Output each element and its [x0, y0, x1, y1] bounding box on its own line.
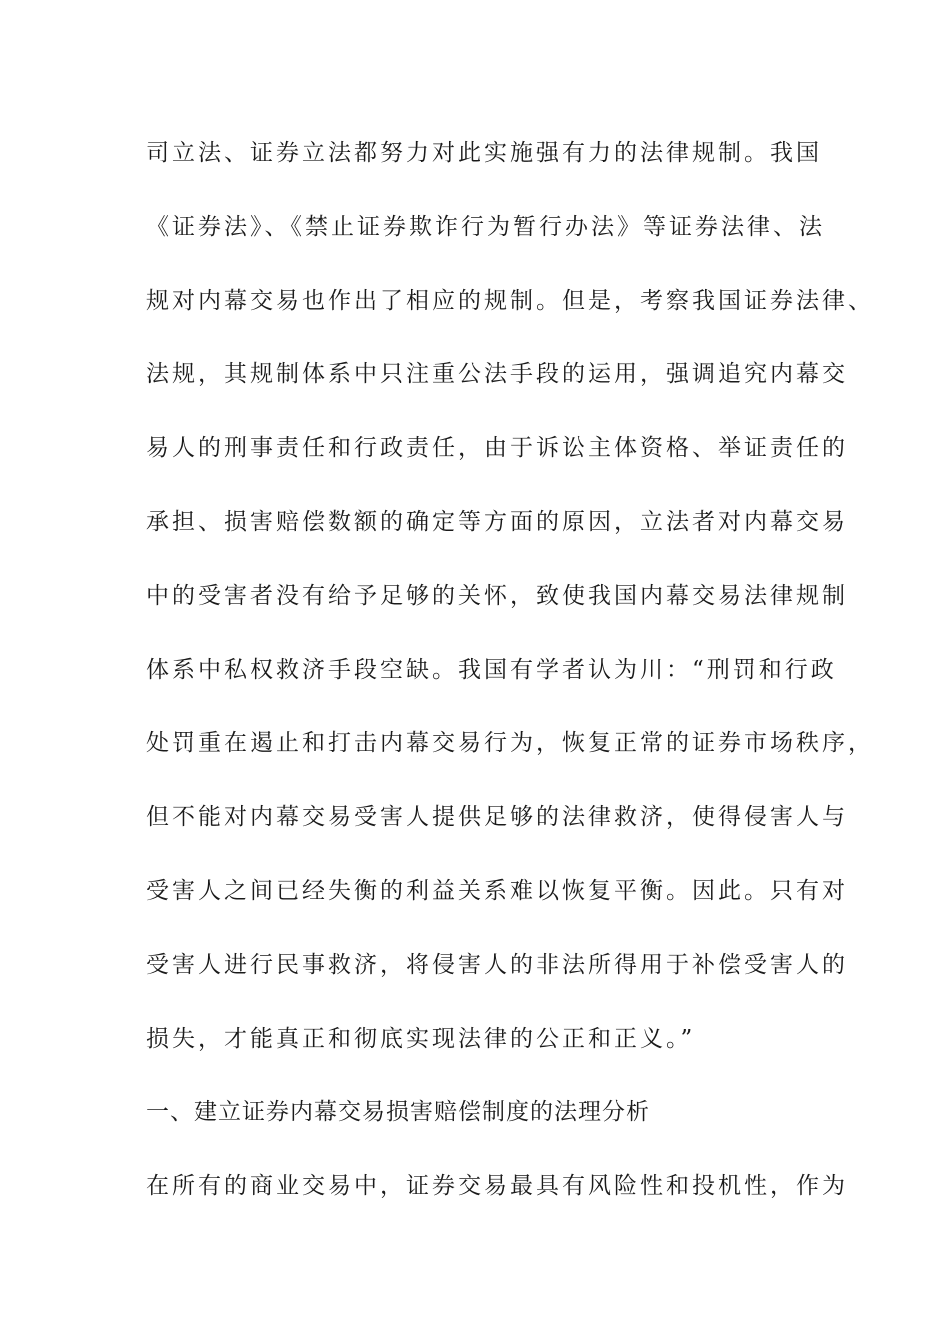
paragraph-line-12: 受害人进行民事救济，将侵害人的非法所得用于补偿受害人的 — [146, 951, 848, 978]
paragraph-line-2: 《证券法》、《禁止证券欺诈行为暂行办法》等证券法律、法 — [146, 213, 825, 240]
paragraph-line-3: 规对内幕交易也作出了相应的规制。但是，考察我国证券法律、 — [146, 287, 874, 314]
paragraph-line-11: 受害人之间已经失衡的利益关系难以恢复平衡。因此。只有对 — [146, 877, 848, 904]
document-body — [146, 128, 874, 1235]
paragraph-line-6: 承担、损害赔偿数额的确定等方面的原因，立法者对内幕交易 — [146, 508, 848, 535]
paragraph-line-9: 处罚重在遏止和打击内幕交易行为，恢复正常的证券市场秩序， — [146, 730, 874, 757]
paragraph-line-7: 中的受害者没有给予足够的关怀，致使我国内幕交易法律规制 — [146, 582, 848, 609]
paragraph-line-5: 易人的刑事责任和行政责任，由于诉讼主体资格、举证责任的 — [146, 435, 848, 462]
paragraph-line-8: 体系中私权救济手段空缺。我国有学者认为川：“刑罚和行政 — [146, 656, 837, 683]
section-heading: 一、建立证券内幕交易损害赔偿制度的法理分析 — [146, 1099, 650, 1126]
section-first-line: 在所有的商业交易中，证券交易最具有风险性和投机性，作为 — [146, 1173, 848, 1200]
paragraph-line-4: 法规，其规制体系中只注重公法手段的运用，强调追究内幕交 — [146, 361, 848, 388]
paragraph-line-13: 损失，才能真正和彻底实现法律的公正和正义。” — [146, 1025, 696, 1052]
paragraph-line-10: 但不能对内幕交易受害人提供足够的法律救济，使得侵害人与 — [146, 804, 848, 831]
paragraph-line-1: 司立法、证券立法都努力对此实施强有力的法律规制。我国 — [146, 140, 822, 166]
